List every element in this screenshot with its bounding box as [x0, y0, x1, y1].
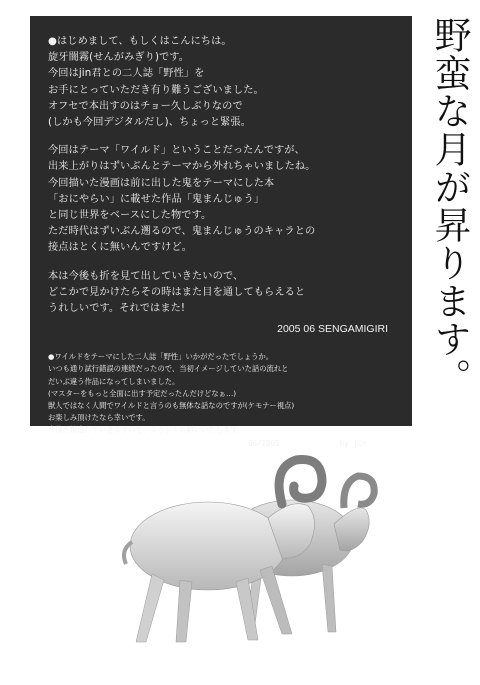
- note-line: 獣人ではなく人間でワイルドと言うのも無体な話なのですが(ケモナー視点): [48, 401, 295, 411]
- letter-line: オフセで本出すのはチョー久しぶりなので: [48, 100, 243, 112]
- note-date: 06/2005: [248, 438, 280, 448]
- note-line: お楽しみ頂けたなら幸いです。: [48, 413, 150, 423]
- paragraph-gap: [48, 257, 402, 269]
- letter-line: 今回はテーマ「ワイルド」ということだったんですが、: [48, 145, 305, 157]
- letter-line: どこかで見かけたらその時はまた目を通してもらえると: [48, 286, 306, 298]
- afterword-panel: [30, 16, 412, 448]
- letter-line: ●はじめまして、もしくはこんにちは。: [48, 36, 232, 47]
- letter-line: 「おにやらい」に載せた作品「鬼まんじゅう」: [48, 193, 265, 205]
- letter-line: と同じ世界をベースにした物です。: [48, 210, 212, 222]
- rams-illustration: [96, 446, 386, 646]
- front-ram: [124, 459, 322, 642]
- note-line: (マスターをもっと全面に出す予定だったんだけどなぁ…): [48, 388, 237, 398]
- letter-signature: 2005 06 SENGAMIGIRI: [277, 323, 388, 336]
- note-line: 今後も精進していきますので、よろしくお願いいたします。: [48, 425, 245, 435]
- letter-line: お手にとっていただき有り難うございました。: [48, 84, 264, 96]
- secondary-note: [48, 351, 402, 447]
- letter-line: うれしいです。それではまた!: [48, 303, 186, 315]
- note-line: いつも通り試行錯誤の連続だったので、当初イメージしていた話の流れと: [48, 364, 289, 374]
- letter-line: 旋牙闇霧(せんがみぎり)です。: [48, 52, 190, 64]
- note-line: ●ワイルドをテーマにした二人誌「野性」いかがだったでしょうか。: [48, 352, 274, 362]
- note-author: by jin: [339, 438, 367, 448]
- note-line: だいぶ違う作品になってしまいました。: [48, 376, 180, 386]
- afterword-letter: [48, 34, 402, 317]
- vertical-title: 野蛮な月が昇ります。: [428, 16, 471, 396]
- letter-line: ただ時代はずいぶん遡るので、鬼まんじゅうのキャラとの: [48, 226, 316, 238]
- letter-line: 本は今後も折を見て出していきたいので、: [48, 270, 244, 282]
- letter-line: 今回描いた漫画は前に出した鬼をテーマにした本: [48, 177, 275, 189]
- paragraph-gap: [48, 131, 402, 143]
- letter-line: (しかも今回デジタルだし)、ちょっと緊張。: [48, 117, 251, 129]
- letter-line: 出来上がりはずいぶんとテーマから外れちゃいましたね。: [48, 161, 316, 173]
- letter-line: 今回はjin君との二人誌「野性」を: [48, 68, 205, 80]
- letter-line: 接点はとくに無いんですけど。: [48, 242, 193, 254]
